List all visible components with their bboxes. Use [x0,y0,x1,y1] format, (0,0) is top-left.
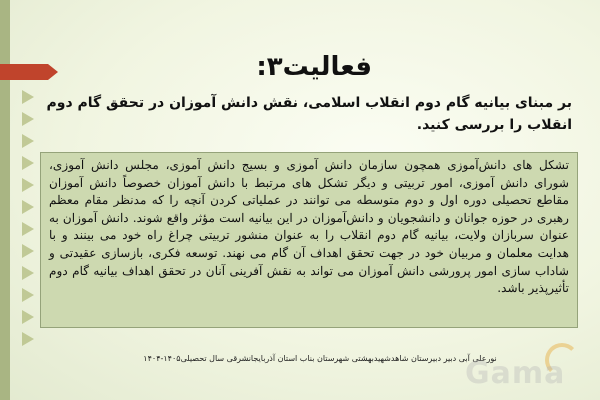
arrow-icon [22,222,34,236]
left-decor-bar [0,0,10,400]
answer-box: تشکل های دانش‌آموزی همچون سازمان دانش آموزی و بسیج دانش آموزی، مجلس دانش آموزی، شورای دانش آموزی، امور تربیتی و دیگر تشکل های مرتبط با دانش آموزان خصوصاً دانش آموزان مقاطع تحصیلی دوره اول و دوم متوسطه می توانند در عملیاتی کردن آنچه را که مدنظر مقام معظم رهبری در حوزه جوانان و دانشجویان و دانش‌آموزان در این بیانیه است مؤثر واقع شوند. دانش آموزان به عنوان سربازان ولایت، بیانیه گام دوم انقلاب را به عنوان منشور تربیتی چراغ راه خود می بینند و با هدایت معلمان و مربیان خود در جهت تحقق اهداف آن گام می نهند. توسعه فکری، بازسازی عقیدتی و شاداب سازی امور پرورشی دانش آموزان می تواند به نقش آفرینی آنان در تحقق اهداف بیانیه گام دوم تأثیرپذیر باشد. [40,152,578,328]
activity-question: بر مبنای بیانیه گام دوم انقلاب اسلامی، نقش دانش آموزان در تحقق گام دوم انقلاب را بررسی کنید. [46,95,572,133]
arrow-icon [22,288,34,302]
arrow-icon [22,156,34,170]
arrow-icon [22,134,34,148]
slide-title: فعالیت۳: [256,52,372,82]
arrow-icon [22,200,34,214]
arrow-icon [22,310,34,324]
arrow-icon [22,90,34,104]
arrow-icon [22,244,34,258]
arrow-icon [22,112,34,126]
title-accent-marker [0,64,48,80]
slide-footer: نورعلی آبی دبیر دبیرستان شاهدشهیدبهشتی شهرستان بناب استان آذربایجانشرقی سال تحصیلی۱۴۰۵-۱۴۰۴ [143,354,497,363]
arrow-icon [22,332,34,346]
arrow-icon [22,178,34,192]
arrow-icon [22,266,34,280]
watermark: Gama [465,356,566,391]
